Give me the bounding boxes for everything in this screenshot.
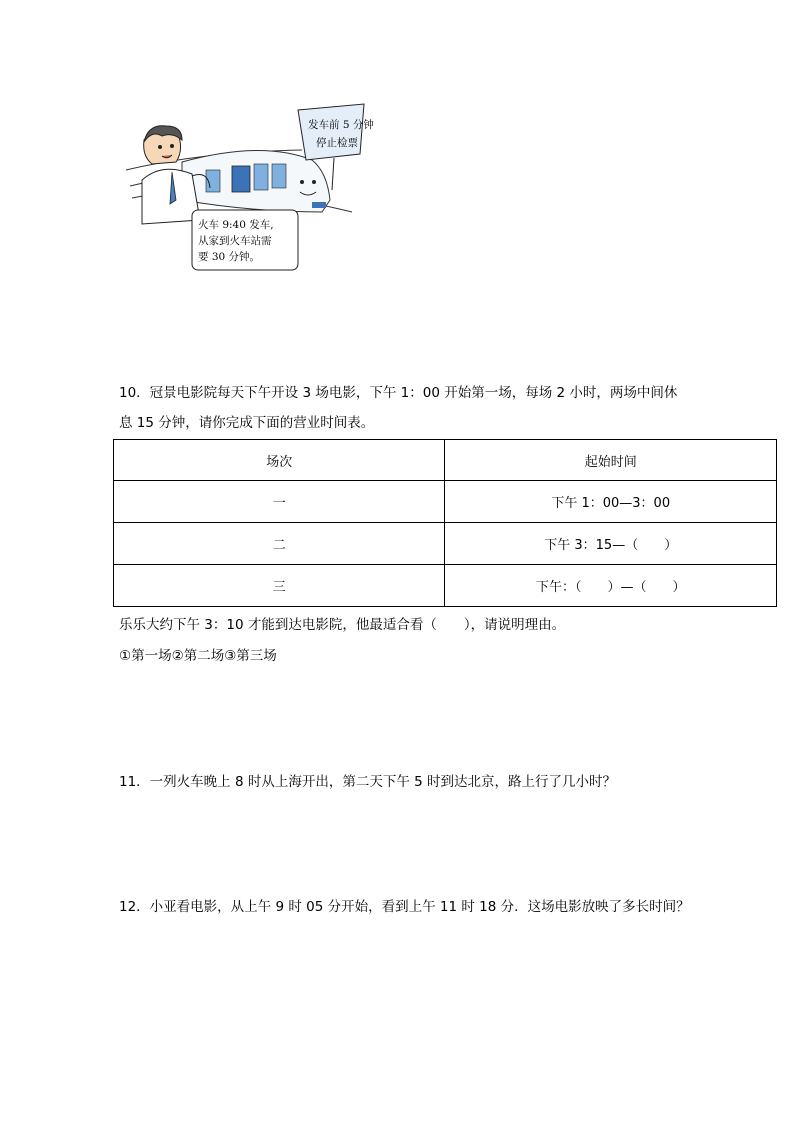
q10-line2: 息 15 分钟，请你完成下面的营业时间表。: [119, 415, 375, 431]
cell-time: 下午 3：15—（ ）: [445, 523, 777, 565]
q11-text: 11．一列火车晚上 8 时从上海开出，第二天下午 5 时到达北京，路上行了几小时？: [119, 774, 617, 790]
cell-session: 三: [114, 565, 445, 607]
speech-bubble: [192, 210, 298, 270]
bubble-text-line1: 火车 9:40 发车,: [198, 219, 274, 231]
table-row: [114, 481, 777, 523]
sign-text-line1: 发车前 5 分钟: [308, 119, 374, 131]
cell-session: 一: [114, 481, 445, 523]
header-cell-session: 场次: [114, 440, 445, 481]
q10-line1: 10．冠景电影院每天下午开设 3 场电影，下午 1：00 开始第一场，每场 2 小时，两场中间休: [119, 385, 678, 401]
bubble-text-line2: 从家到火车站需: [198, 235, 272, 247]
sign-text-line2: 停止检票: [316, 137, 358, 149]
table-row: [114, 523, 777, 565]
q10-followup: 乐乐大约下午 3：10 才能到达电影院，他最适合看（ ），请说明理由。: [119, 617, 566, 633]
boy-character: [142, 126, 210, 224]
q12-text: 12．小亚看电影，从上午 9 时 05 分开始，看到上午 11 时 18 分．这场电影放映了多长时间？: [119, 899, 690, 915]
schedule-table: [113, 439, 777, 607]
bubble-text-line3: 要 30 分钟。: [198, 251, 261, 263]
table-row: [114, 565, 777, 607]
table-header-row: [114, 440, 777, 481]
header-cell-time: 起始时间: [445, 440, 777, 481]
cell-time: 下午：（ ）—（ ）: [445, 565, 777, 607]
cell-time: 下午 1：00—3：00: [445, 481, 777, 523]
q10-options: ①第一场②第二场③第三场: [119, 648, 277, 664]
train-station-illustration: [122, 100, 374, 275]
cell-session: 二: [114, 523, 445, 565]
